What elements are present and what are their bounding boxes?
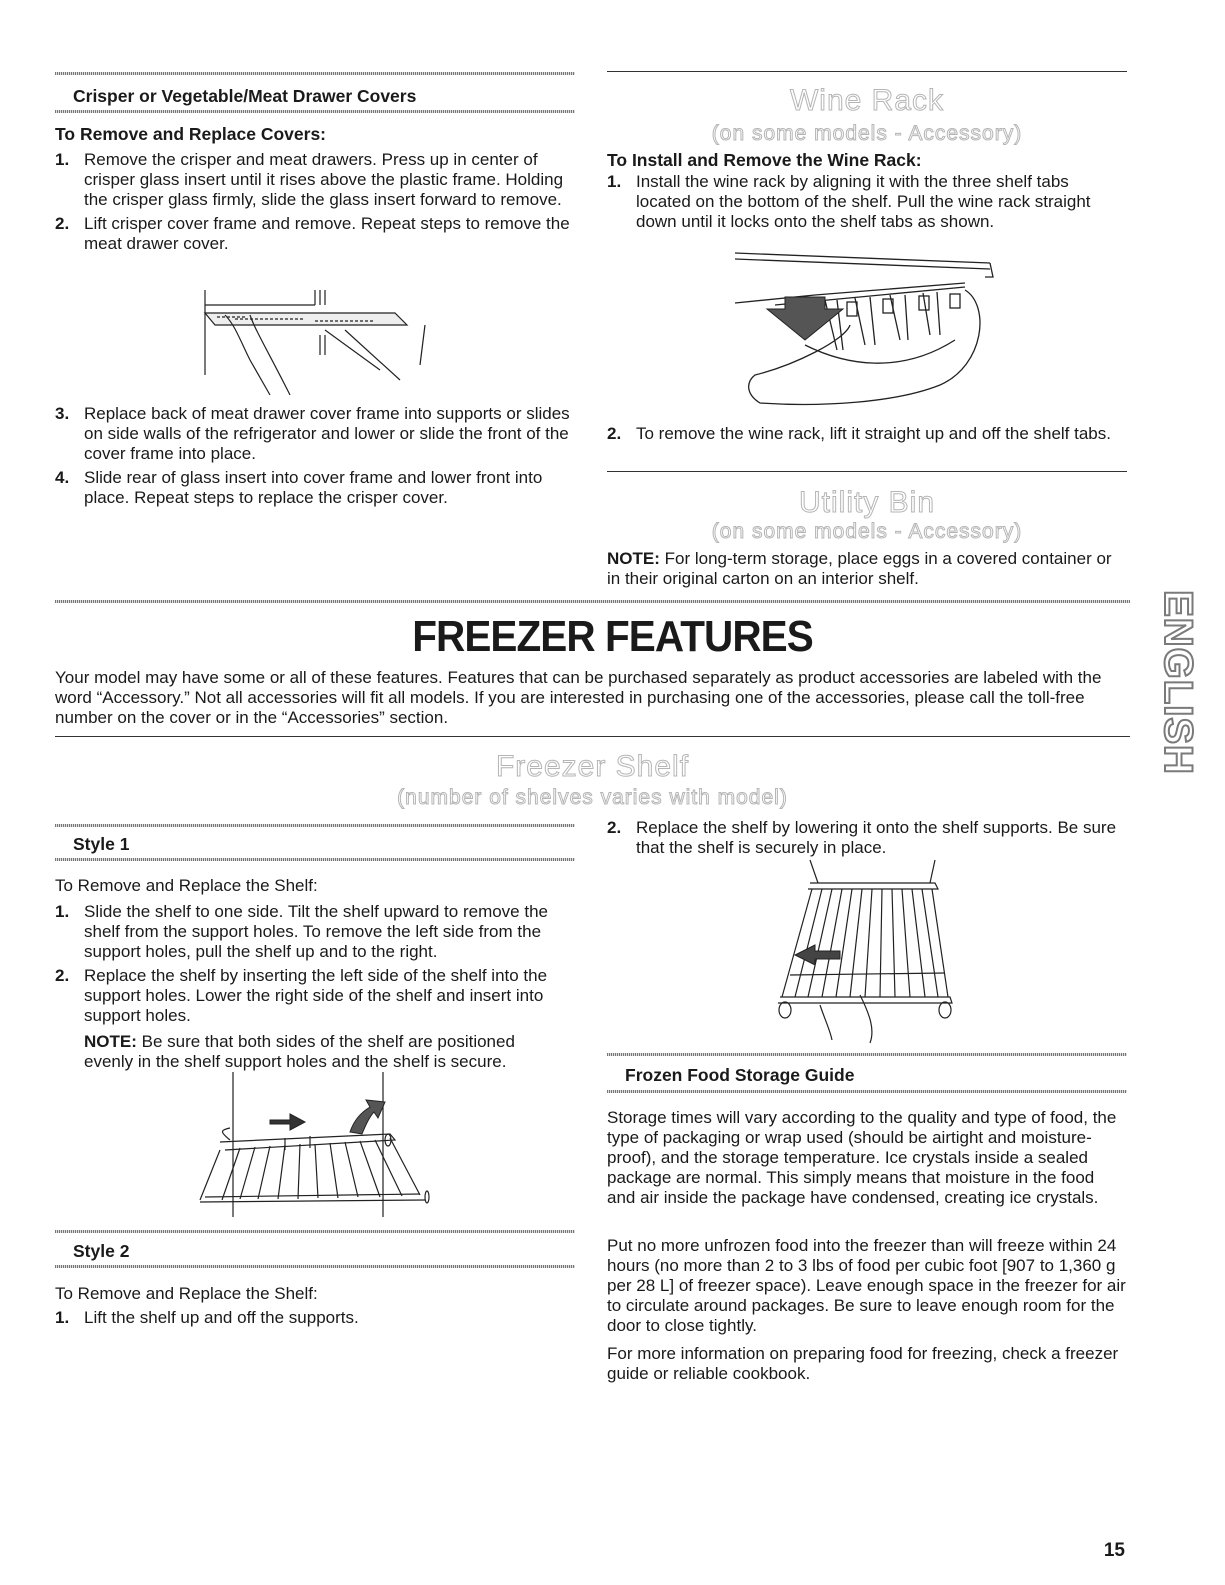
style1-note: NOTE: Be sure that both sides of the shelf are positioned evenly in the shelf support holes and the shelf is secure. <box>84 1032 515 1071</box>
freezer-features-title: FREEZER FEATURES <box>412 612 813 661</box>
list-item: 1. Install the wine rack by aligning it with the three shelf tabs located on the bottom of the shelf. Pull the wine rack straight down until it locks onto the shelf tabs as shown. <box>607 172 1091 231</box>
style2-steps-a <box>55 1308 575 1328</box>
frozen-food-para-1: Storage times will vary according to the quality and type of food, the type of packaging or wrap used (should be airtight and moisture-proof), and the storage temperature. Ice crystals inside a sealed package are normal. This simply means that moisture in the food and air inside the package have condensed, creating ice crystals. <box>607 1108 1117 1207</box>
frozen-food-title: Frozen Food Storage Guide <box>625 1065 855 1085</box>
wine-rack-steps-a <box>607 172 1127 232</box>
rule-style1-bottom <box>55 858 575 861</box>
crisper-subhead: To Remove and Replace Covers: <box>55 124 327 144</box>
list-item: 1. Slide the shelf to one side. Tilt the shelf upward to remove the shelf from the support holes. To remove the left side from the support holes, pull the shelf up and to the right. <box>55 902 548 961</box>
wine-rack-illustration <box>725 245 1005 415</box>
crisper-section-title: Crisper or Vegetable/Meat Drawer Covers <box>73 86 417 106</box>
list-item: 4. Slide rear of glass insert into cover frame and lower front into place. Repeat steps to replace the crisper cover. <box>55 468 543 507</box>
left-arrow-icon <box>795 945 840 965</box>
rule-crisper-top <box>55 72 575 75</box>
rule-style1-top <box>55 824 575 827</box>
wine-rack-title: Wine Rack <box>789 84 945 117</box>
rule-style2-bottom <box>55 1265 575 1268</box>
list-item: 2. To remove the wine rack, lift it straight up and off the shelf tabs. <box>607 424 1111 443</box>
utility-bin-note: NOTE: For long-term storage, place eggs in a covered container or in their original carton on an interior shelf. <box>607 549 1112 588</box>
rule-wine-top <box>607 71 1127 72</box>
freezer-shelf-title: Freezer Shelf <box>495 750 690 783</box>
rule-frozen-top <box>607 1053 1127 1056</box>
utility-bin-title: Utility Bin <box>798 486 936 519</box>
list-item: 1. Lift the shelf up and off the supports. <box>55 1308 359 1327</box>
rule-freezer-top <box>55 600 1130 603</box>
utility-bin-subtitle: (on some models - Accessory) <box>711 520 1023 543</box>
style1-title: Style 1 <box>73 834 130 854</box>
shelf-style1-illustration <box>190 1072 440 1220</box>
list-item: 2. Lift crisper cover frame and remove. Repeat steps to remove the meat drawer cover. <box>55 214 570 253</box>
shelf-style2-illustration <box>770 855 965 1045</box>
list-item: 2. Replace the shelf by inserting the left side of the shelf into the support holes. Lower the right side of the shelf and insert into support holes. <box>55 966 548 1025</box>
style2-intro: To Remove and Replace the Shelf: <box>55 1284 318 1303</box>
frozen-food-para-3: For more information on preparing food for freezing, check a freezer guide or reliable cookbook. <box>607 1344 1119 1383</box>
frozen-food-para-2: Put no more unfrozen food into the freezer than will freeze within 24 hours (no more than 2 to 3 lbs of food per cubic foot [907 to 1,360 g per 28 L] of freezer space). Leave enough space in the freezer for air to circulate around packages. Be sure to leave enough room for the door to close tightly. <box>607 1236 1126 1335</box>
style2-title: Style 2 <box>73 1241 130 1261</box>
style2-steps-b <box>607 818 1127 858</box>
crisper-steps-a <box>55 150 570 254</box>
rule-style2-top <box>55 1230 575 1233</box>
crisper-steps-b <box>55 404 570 508</box>
curved-arrow-icon <box>350 1100 385 1134</box>
freezer-shelf-subtitle: (number of shelves varies with model) <box>397 786 788 809</box>
page-number: 15 <box>1103 1540 1125 1561</box>
rule-freezer-shelf <box>55 736 1130 737</box>
rule-frozen-bottom <box>607 1090 1127 1093</box>
crisper-cover-illustration <box>195 285 445 400</box>
wine-rack-subhead: To Install and Remove the Wine Rack: <box>607 150 922 170</box>
wine-rack-steps-b <box>607 424 1127 444</box>
wine-rack-subtitle: (on some models - Accessory) <box>711 122 1023 145</box>
freezer-intro: Your model may have some or all of these features. Features that can be purchased separately as product accessories are labeled with the word “Accessory.” Not all accessories will fit all models. If you are interested in purchasing one of the accessories, please call the toll-free number on the cover or in the “Accessories” section. <box>55 668 1102 727</box>
language-side-tab: ENGLISH <box>1150 585 1202 770</box>
style1-intro: To Remove and Replace the Shelf: <box>55 876 318 895</box>
list-item: 3. Replace back of meat drawer cover frame into supports or slides on side walls of the refrigerator and lower or slide the front of the cover frame into place. <box>55 404 570 463</box>
rule-crisper-bottom <box>55 110 575 113</box>
list-item: 2. Replace the shelf by lowering it onto the shelf supports. Be sure that the shelf is securely in place. <box>607 818 1117 857</box>
right-arrow-icon <box>270 1114 305 1130</box>
down-arrow-icon <box>767 297 843 340</box>
style1-steps <box>55 902 575 1026</box>
rule-utility-top <box>607 471 1127 472</box>
list-item: 1. Remove the crisper and meat drawers. Press up in center of crisper glass insert until it rises above the plastic frame. Holding the crisper glass firmly, slide the glass insert forward to remove. <box>55 150 564 209</box>
